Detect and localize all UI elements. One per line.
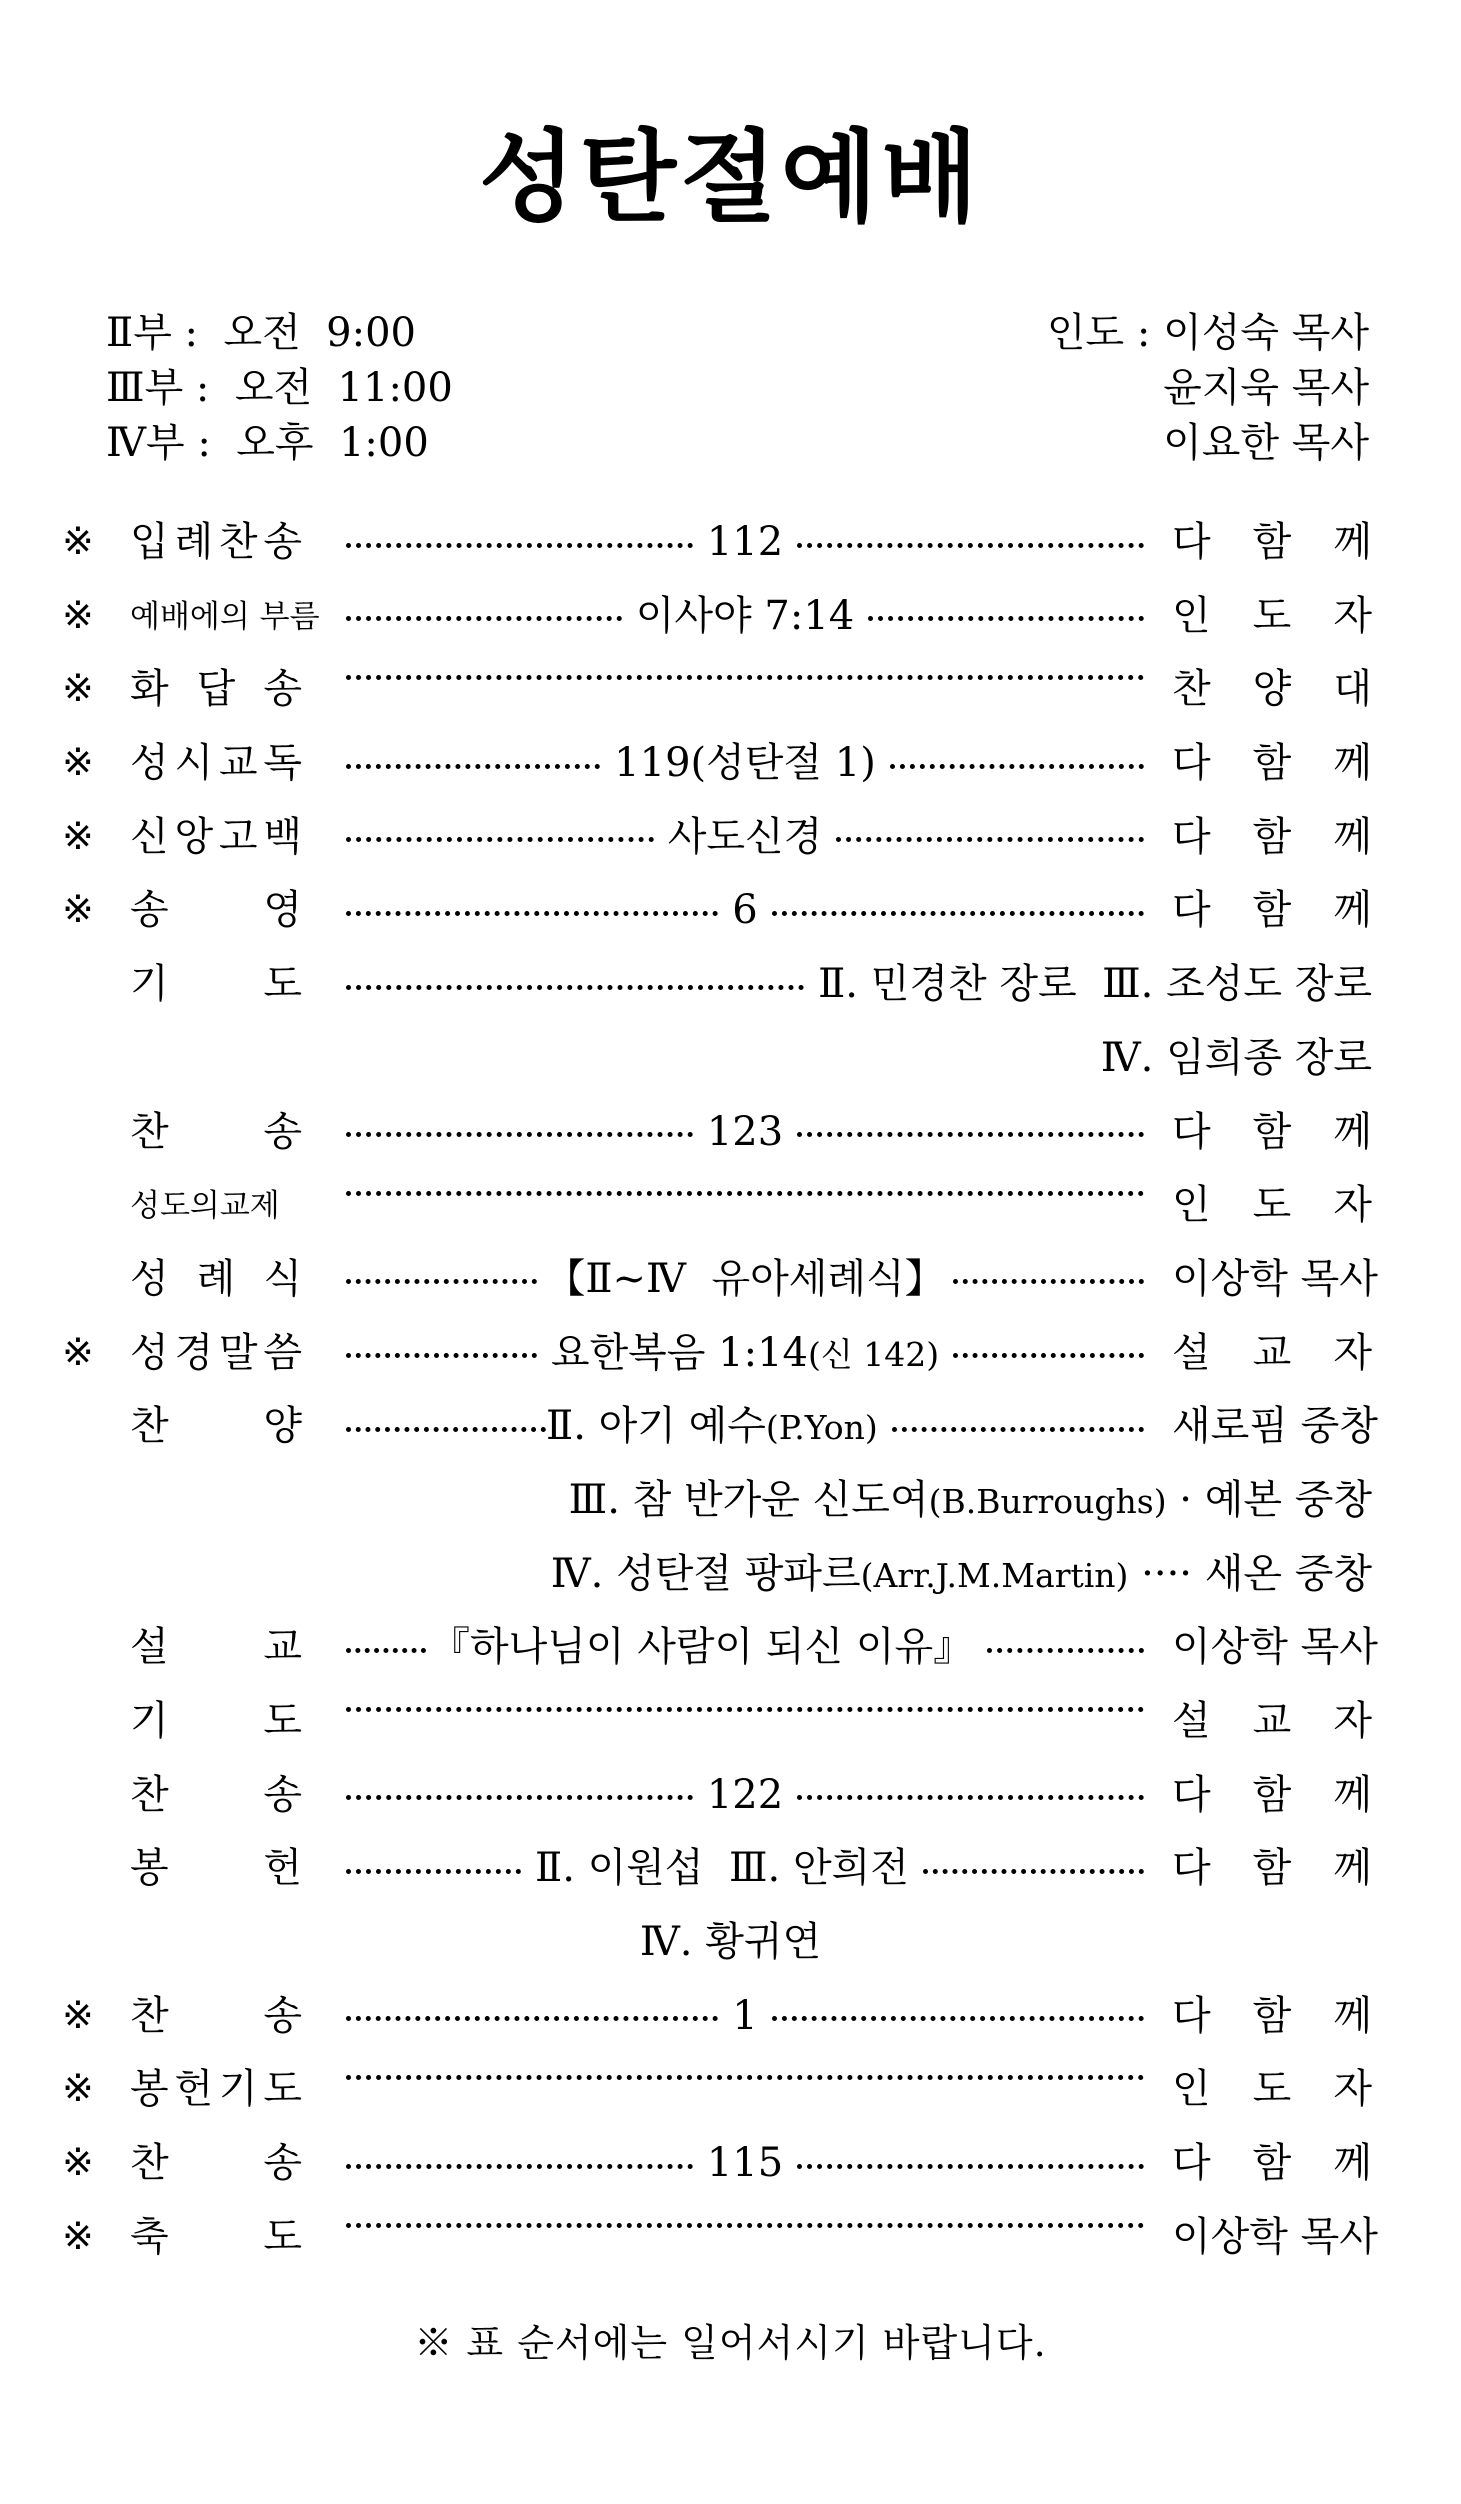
- item-detail: 요한복음 1:14(신 142): [550, 1329, 940, 1376]
- dot-leader: [346, 2075, 1144, 2080]
- item-label: 기 도: [130, 961, 302, 1008]
- stand-mark: ※: [62, 1992, 94, 2037]
- dot-leader: [346, 675, 1144, 680]
- item-detail-continued: Ⅲ. 참 반가운 신도여(B.Burroughs) · 예본 중창: [568, 1476, 1372, 1523]
- dot-leader: [890, 764, 1144, 769]
- item-detail: 1: [732, 1992, 758, 2039]
- list-item: [0, 803, 1461, 877]
- dot-leader: [346, 1869, 521, 1874]
- item-detail: Ⅱ. 민경찬 장로 Ⅲ. 조성도 장로: [818, 961, 1372, 1008]
- item-label: 성 경 말 씀: [130, 1329, 302, 1376]
- stand-mark: ※: [62, 887, 94, 932]
- leader-line-3: 이요한 목사: [1163, 420, 1369, 466]
- list-item: [0, 1098, 1461, 1172]
- item-leader: 다 함 께: [1172, 2140, 1372, 2187]
- dot-leader: [346, 543, 693, 548]
- item-label: 찬 송: [130, 1992, 302, 2039]
- item-label: 설 교: [130, 1624, 302, 1671]
- list-item: [0, 950, 1461, 1024]
- dot-leader: [346, 985, 804, 990]
- item-label: 성도의교제: [130, 1188, 280, 1225]
- dot-leader: [953, 1279, 1144, 1284]
- dot-leader: [346, 2164, 693, 2169]
- item-label: 신 앙 고 백: [130, 813, 302, 860]
- item-detail: Ⅱ. 아기 예수(P.Yon): [546, 1403, 878, 1450]
- service-name: Ⅲ부: [106, 365, 184, 411]
- item-leader: 다 함 께: [1172, 519, 1372, 565]
- dot-leader: [772, 2016, 1144, 2021]
- leader-label: 인도 :: [1046, 310, 1151, 356]
- stand-mark: ※: [62, 519, 94, 563]
- dot-leader: [923, 1869, 1144, 1874]
- dot-leader: [346, 1795, 693, 1800]
- dot-leader: [953, 1353, 1144, 1358]
- leader-line-1: [1046, 310, 1369, 356]
- list-item: [0, 1540, 1461, 1614]
- item-detail: 122: [706, 1771, 784, 1818]
- list-item: [0, 1171, 1461, 1245]
- item-leader: 이상학 목사: [1172, 1255, 1378, 1302]
- item-detail-continued: Ⅳ. 임희종 장로: [1100, 1034, 1372, 1081]
- item-leader: 설 교 자: [1172, 1329, 1372, 1376]
- item-leader: 이상학 목사: [1172, 2213, 1378, 2260]
- service-time: 오전 11:00: [234, 365, 453, 411]
- item-leader: 다 함 께: [1172, 1108, 1372, 1155]
- service-time-3: Ⅲ부 : 오전 11:00: [106, 365, 453, 411]
- item-leader: 인 도 자: [1172, 2066, 1372, 2113]
- item-leader: 다 함 께: [1172, 1771, 1372, 1818]
- item-label: 성 시 교 독: [130, 740, 302, 787]
- stand-mark: ※: [62, 666, 94, 711]
- item-detail: 112: [706, 519, 784, 565]
- item-leader: 다 함 께: [1172, 1845, 1372, 1892]
- list-item: [0, 2203, 1461, 2277]
- stand-mark: ※: [62, 2066, 94, 2111]
- item-label: 찬 양: [130, 1403, 302, 1450]
- item-detail: Ⅱ. 이원섭 Ⅲ. 안희전: [535, 1845, 909, 1892]
- dot-leader: [836, 837, 1144, 842]
- item-detail: 【Ⅱ~Ⅳ 유아세례식】: [545, 1255, 945, 1302]
- item-detail: 6: [732, 887, 758, 934]
- list-item: [0, 655, 1461, 729]
- list-item: [0, 1319, 1461, 1393]
- dot-leader: [346, 1648, 426, 1653]
- item-label: 송 영: [130, 887, 302, 934]
- item-label: 찬 송: [130, 1771, 302, 1818]
- service-time: 오전 9:00: [223, 310, 416, 356]
- dot-leader: [346, 837, 654, 842]
- item-label: 축 도: [130, 2213, 302, 2260]
- item-detail-continued: Ⅳ. 성탄절 팡파르(Arr.J.M.Martin) ···· 새온 중창: [550, 1550, 1372, 1597]
- stand-mark: ※: [62, 813, 94, 858]
- dot-leader: [346, 911, 718, 916]
- item-leader: 새로핌 중창: [1172, 1403, 1378, 1450]
- dot-leader: [868, 616, 1144, 621]
- list-item: [0, 1761, 1461, 1835]
- item-label: 입 례 찬 송: [130, 519, 302, 565]
- item-label: 성 례 식: [130, 1255, 302, 1302]
- item-leader: 다 함 께: [1172, 887, 1372, 934]
- item-leader: 찬 양 대: [1172, 666, 1372, 713]
- stand-mark: ※: [62, 2213, 94, 2258]
- stand-mark: ※: [62, 592, 94, 637]
- dot-leader: [797, 2164, 1144, 2169]
- item-leader: 다 함 께: [1172, 740, 1372, 787]
- footer-note: ※ 표 순서에는 일어서시기 바랍니다.: [414, 2321, 1047, 2365]
- item-label: 봉 헌: [130, 1845, 302, 1892]
- list-item: [0, 508, 1461, 582]
- service-time-4: Ⅳ부 : 오후 1:00: [106, 420, 429, 466]
- dot-leader: [346, 1353, 537, 1358]
- dot-leader: [346, 2223, 1144, 2228]
- list-item: [0, 1392, 1461, 1466]
- dot-leader: [346, 1132, 693, 1137]
- item-label: 화 답 송: [130, 666, 302, 713]
- item-detail: 사도신경: [667, 813, 823, 860]
- item-leader: 이상학 목사: [1172, 1624, 1378, 1671]
- dot-leader: [346, 764, 600, 769]
- item-label: 예배에의 부름: [130, 598, 320, 635]
- dot-leader: [346, 616, 622, 621]
- dot-leader: [346, 1191, 1144, 1196]
- item-leader: 설 교 자: [1172, 1698, 1372, 1744]
- stand-mark: ※: [62, 740, 94, 785]
- stand-mark: ※: [62, 1329, 94, 1374]
- list-item: [0, 876, 1461, 950]
- item-leader: 인 도 자: [1172, 1182, 1372, 1229]
- service-name: Ⅳ부: [106, 420, 185, 466]
- list-item: [0, 2055, 1461, 2129]
- leader-line-2: 윤지욱 목사: [1163, 365, 1369, 411]
- dot-leader: [892, 1427, 1144, 1432]
- dot-leader: [346, 1707, 1144, 1712]
- item-detail: 115: [706, 2140, 784, 2187]
- list-item: [0, 1613, 1461, 1687]
- item-label: 찬 송: [130, 1108, 302, 1155]
- list-item: [0, 729, 1461, 803]
- list-item: [0, 1687, 1461, 1761]
- list-item: [0, 1466, 1461, 1540]
- list-item: [0, 1245, 1461, 1319]
- list-item: [0, 582, 1461, 656]
- list-item: [0, 2129, 1461, 2203]
- item-detail: 이사야 7:14: [635, 592, 855, 639]
- dot-leader: [797, 1132, 1144, 1137]
- list-item: [0, 1908, 1461, 1982]
- dot-leader: [346, 1279, 537, 1284]
- service-time: 오후 1:00: [236, 420, 429, 466]
- item-label: 찬 송: [130, 2140, 302, 2187]
- item-detail-continued: Ⅳ. 황귀연: [639, 1919, 822, 1966]
- list-item: [0, 1982, 1461, 2056]
- item-detail: 123: [706, 1108, 784, 1155]
- leader-name: 이성숙 목사: [1163, 310, 1369, 356]
- dot-leader: [797, 543, 1144, 548]
- item-label: 봉 헌 기 도: [130, 2066, 302, 2113]
- item-detail: 『하나님이 사람이 되신 이유』: [430, 1624, 974, 1671]
- order-of-worship: [0, 508, 1461, 2277]
- item-leader: 인 도 자: [1172, 592, 1372, 639]
- item-leader: 다 함 께: [1172, 1992, 1372, 2039]
- list-item: [0, 1024, 1461, 1098]
- list-item: [0, 1834, 1461, 1908]
- service-time-2: Ⅱ부 : 오전 9:00: [106, 310, 416, 356]
- item-leader: 다 함 께: [1172, 813, 1372, 860]
- dot-leader: [987, 1648, 1144, 1653]
- dot-leader: [346, 1427, 546, 1432]
- page-title: 성탄절예배: [479, 119, 982, 236]
- dot-leader: [772, 911, 1144, 916]
- item-detail: 119(성탄절 1): [614, 740, 876, 787]
- service-name: Ⅱ부: [106, 310, 172, 356]
- stand-mark: ※: [62, 2140, 94, 2185]
- item-label: 기 도: [130, 1698, 302, 1744]
- dot-leader: [346, 2016, 718, 2021]
- dot-leader: [797, 1795, 1144, 1800]
